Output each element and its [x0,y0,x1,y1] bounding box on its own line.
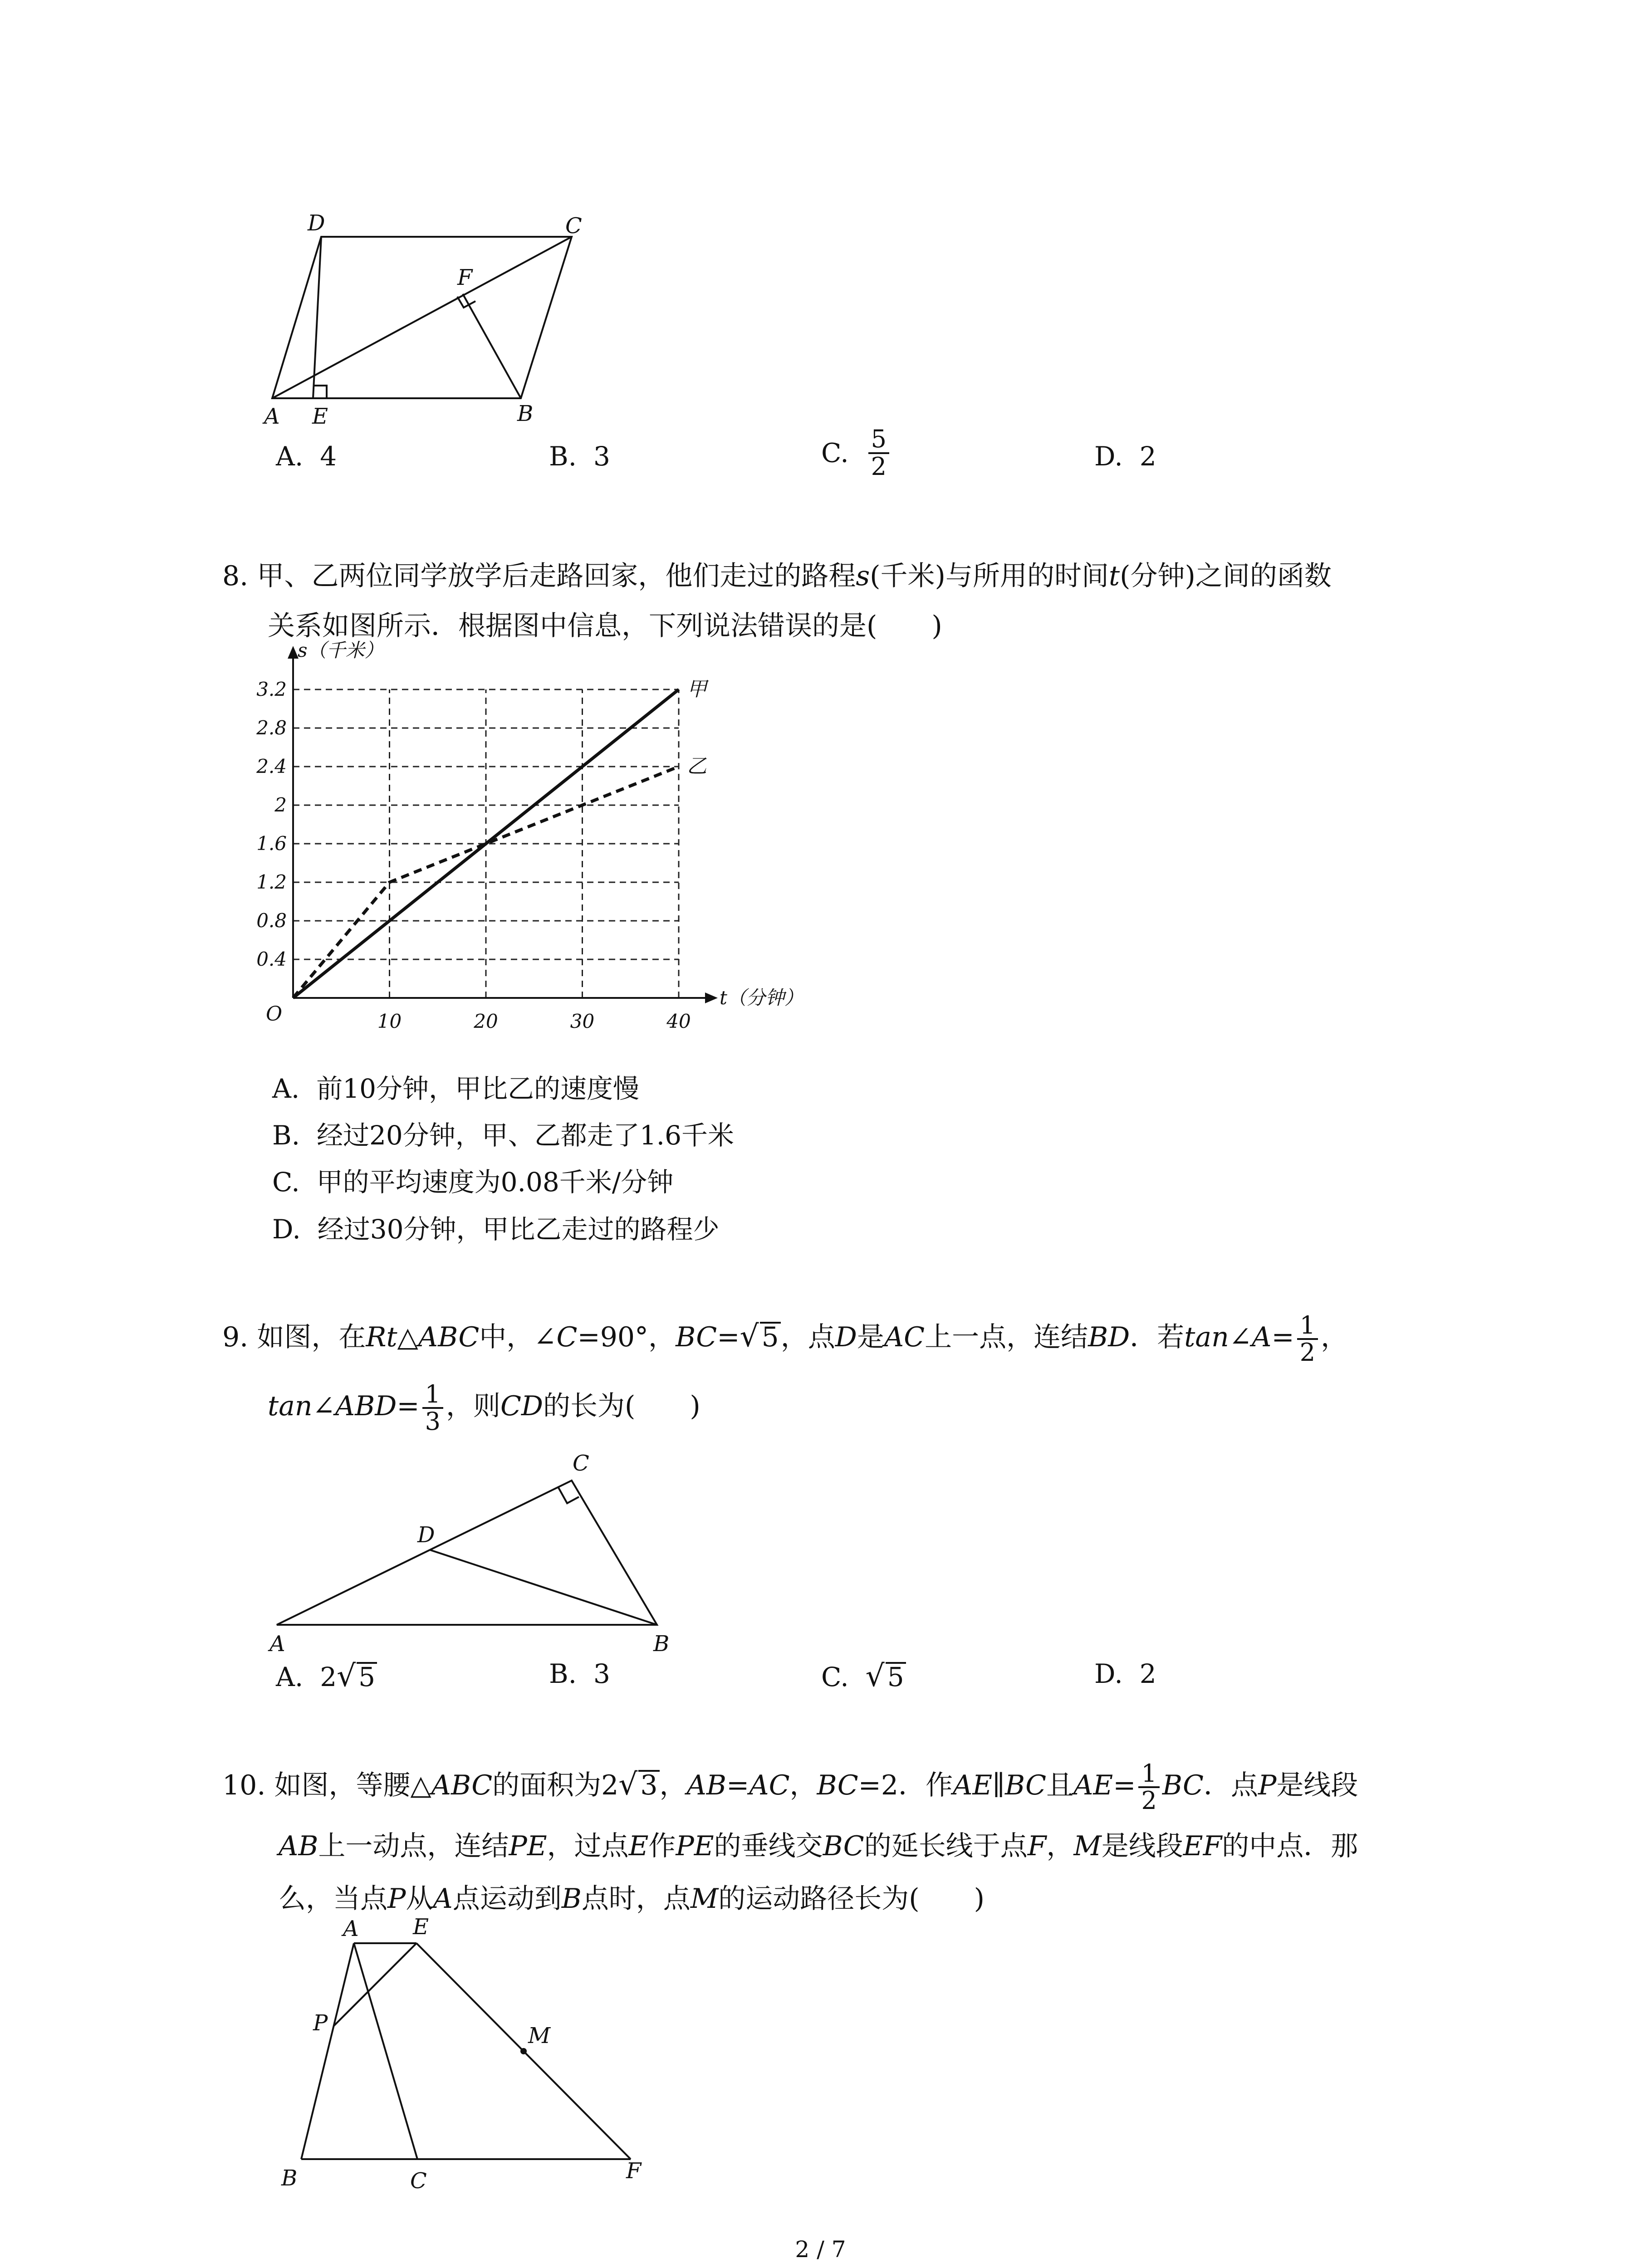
q9-stem-line1: 9. 如图，在Rt△ABC中，∠C=90°，BC=√ 5，点D是AC上一点，连结BD．若tan∠A= $\frac{1}{2}$ ， [222,1310,1348,1367]
q8-stem-line1: 8. 甲、乙两位同学放学后走路回家，他们走过的路程s(千米)与所用的时间t(分钟)之间的函数 [222,560,1332,592]
q10-label-B: B [281,2165,298,2191]
q9-label-B: B [653,1631,670,1657]
x-axis-arrow [705,992,718,1003]
chart-labels [256,639,803,1032]
y-tick-label-7: 3.2 [256,678,287,700]
x-axis-label: t（分钟） [720,987,803,1009]
q10-label-F: F [626,2158,642,2184]
q8-option-d[interactable]: D. 经过30分钟，甲比乙走过的路程少 [272,1214,720,1245]
q8-stem-line2: 关系如图所示．根据图中信息，下列说法错误的是( ) [268,610,942,642]
q10-label-E: E [413,1914,429,1940]
q9-option-b[interactable]: B. 3 [549,1658,610,1689]
y-tick-label-1: 0.8 [256,909,287,932]
y-tick-label-6: 2.8 [256,717,287,739]
q9-option-a[interactable]: A. 2√ 5 [276,1658,377,1693]
q9-option-d[interactable]: D. 2 [1094,1658,1156,1689]
q7-option-b[interactable]: B. 3 [549,441,610,472]
q8-option-b[interactable]: B. 经过20分钟，甲、乙都走了1.6千米 [272,1120,734,1151]
q7-label-F: F [457,265,473,290]
q7-label-B: B [517,401,534,426]
q9-option-c[interactable]: C. √ 5 [821,1658,906,1693]
q7-option-d[interactable]: D. 2 [1094,441,1156,472]
q10-stem-line2: AB上一动点，连结PE，过点E作PE的垂线交BC的延长线于点F，M是线段EF的中点．那 [279,1830,1358,1862]
y-tick-label-3: 1.6 [256,832,287,855]
q7-label-E: E [312,404,328,429]
x-tick-label-2: 30 [570,1010,595,1032]
x-tick-label-1: 20 [474,1010,498,1032]
q9-tan-a-fraction: $\frac{1}{2}$ [1297,1313,1318,1366]
q9-tan-abd-fraction: $\frac{1}{3}$ [422,1382,443,1435]
q9-label-A: A [269,1631,285,1657]
q7-label-A: A [264,404,280,429]
q9-stem-line2: tan∠ABD= $\frac{1}{3}$ ，则CD的长为( ) [268,1379,700,1436]
q7-label-C: C [565,213,582,239]
q9-label-D: D [417,1522,435,1548]
q7-option-c[interactable]: C. $\frac{5}{2}$ [821,426,892,479]
q10-stem-line3: 么，当点P从A点运动到B点时，点M的运动路径长为( ) [279,1883,985,1915]
q9-label-C: C [573,1451,589,1476]
y-tick-label-4: 2 [274,794,287,816]
y-axis-arrow [288,646,299,659]
q10-isosceles-triangle-figure [254,1914,708,2200]
x-tick-label-3: 40 [666,1010,691,1032]
series-label-jia: 甲 [687,678,707,701]
page-number: 2 / 7 [795,2236,846,2263]
q10-label-C: C [410,2168,427,2194]
y-tick-label-2: 1.2 [256,871,287,893]
q7-label-D: D [308,210,325,236]
origin-label: O [266,1002,283,1026]
q7-parallelogram-figure [254,209,599,445]
q7-option-a[interactable]: A. 4 [276,441,337,472]
q10-point-M [520,2048,527,2054]
y-tick-label-0: 0.4 [256,948,287,970]
q8-option-c[interactable]: C. 甲的平均速度为0.08千米/分钟 [272,1167,674,1198]
y-tick-label-5: 2.4 [256,755,287,777]
q10-label-A: A [343,1916,359,1941]
x-tick-label-0: 10 [377,1010,402,1032]
y-axis-label: s（千米） [298,639,384,661]
q10-stem-line1: 10. 如图，等腰△ABC的面积为2√ 3，AB=AC，BC=2．作AE∥BC且AE= $\frac{1}{2}$ BC．点P是线段 [222,1759,1358,1815]
q10-half-fraction: $\frac{1}{2}$ [1138,1761,1159,1814]
q7-option-c-fraction: $\frac{5}{2}$ [868,426,889,479]
series-label-yi: 乙 [687,755,707,778]
q10-label-P: P [313,2010,328,2036]
q9-right-triangle-figure [254,1438,708,1665]
q8-distance-time-chart [254,635,844,1075]
q10-label-M: M [528,2023,551,2048]
q8-option-a[interactable]: A. 前10分钟，甲比乙的速度慢 [272,1073,640,1104]
